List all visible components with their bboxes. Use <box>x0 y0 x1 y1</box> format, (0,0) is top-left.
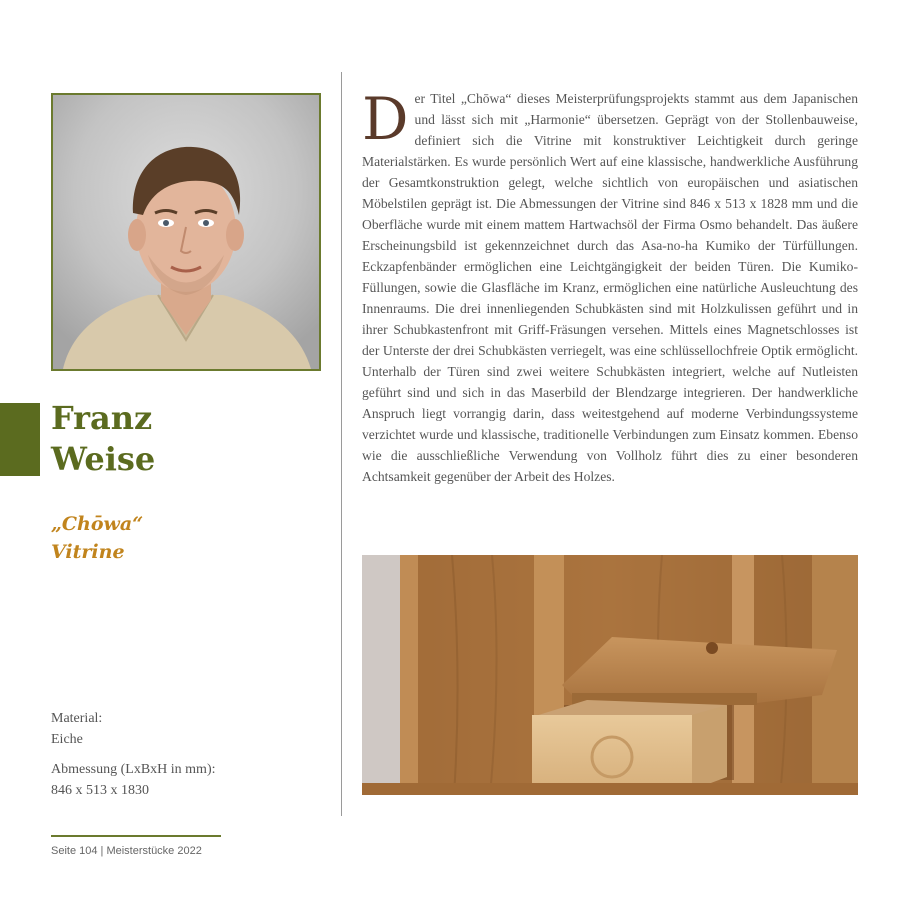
person-name <box>51 398 155 480</box>
portrait-illustration <box>53 95 319 369</box>
drop-cap: D <box>362 85 409 153</box>
dimension-value: 846 x 513 x 1830 <box>51 783 149 798</box>
footer-rule <box>51 835 221 837</box>
column-divider <box>341 72 342 816</box>
material-label: Material: <box>51 711 103 726</box>
first-name: Franz <box>51 399 153 437</box>
material-spec <box>51 708 216 750</box>
cabinet-illustration <box>362 555 858 795</box>
project-title: „Chōwa“ <box>51 513 144 535</box>
cabinet-photo <box>362 555 858 795</box>
accent-bar <box>0 403 40 476</box>
article-body <box>362 85 858 487</box>
material-value: Eiche <box>51 732 83 747</box>
specs-block <box>51 708 216 810</box>
page-footer: Seite 104 | Meisterstücke 2022 <box>51 845 202 857</box>
article-text: er Titel „Chōwa“ dieses Meisterprüfungsprojekts stammt aus dem Japanischen und lässt sich mit „Harmonie“ übersetzen. Geprägt von der Stollenbauweise, definiert sich die Vitrine mit konstruktiver Leichtigkeit durch geringe Materialstärken. Es wurde persönlich Wert auf eine klassische, handwerkliche Ausführung der Gesamtkonstruktion gelegt, welche sichtlich von europäischen und asiatischen Möbelstilen geprägt ist. Die Abmessungen der Vitrine sind 846 x 513 x 1828 mm und die Oberfläche wurde mit einem mattem Hartwachsöl der Firma Osmo behandelt. Das äußere Erscheinungsbild ist gekennzeichnet durch das Asa-no-ha Kumiko der Türfüllungen. Eckzapfenbänder ermöglichen eine Leichtgängigkeit der beiden Türen. Die Kumiko-Füllungen, sowie die Glasfläche im Kranz, ermöglichen eine natürliche Ausleuchtung des Innenraums. Die drei innenliegenden Schubkästen sind mit Holzkulissen geführt und in ihrer Schubkastenfront mit Griff-Fräsungen versehen. Mittels eines Magnetschlosses ist der Unterste der drei Schubkästen verriegelt, was eine schlüssellochfreie Optik ermöglicht. Unterhalb der Türen sind zwei weitere Schubkästen integriert, welche auf Nutleisten geführt sind und sich in das Maserbild der Blendzarge integrieren. Der handwerkliche Anspruch liegt vorrangig darin, dass weitestgehend auf moderne Verbindungssysteme verzichtet wurde und klassische, traditionelle Verbindungen zum Einsatz kommen. Ebenso wie die ausschließliche Verwendung von Vollholz führt dies zu einer besonderen Achtsamkeit gegenüber der Arbeit des Holzes. <box>362 91 858 484</box>
project-subtitle <box>51 510 143 566</box>
portrait-photo <box>51 93 321 371</box>
last-name: Weise <box>51 440 156 478</box>
dimension-label: Abmessung (LxBxH in mm): <box>51 762 216 777</box>
project-type: Vitrine <box>51 541 125 563</box>
dimension-spec <box>51 759 216 801</box>
